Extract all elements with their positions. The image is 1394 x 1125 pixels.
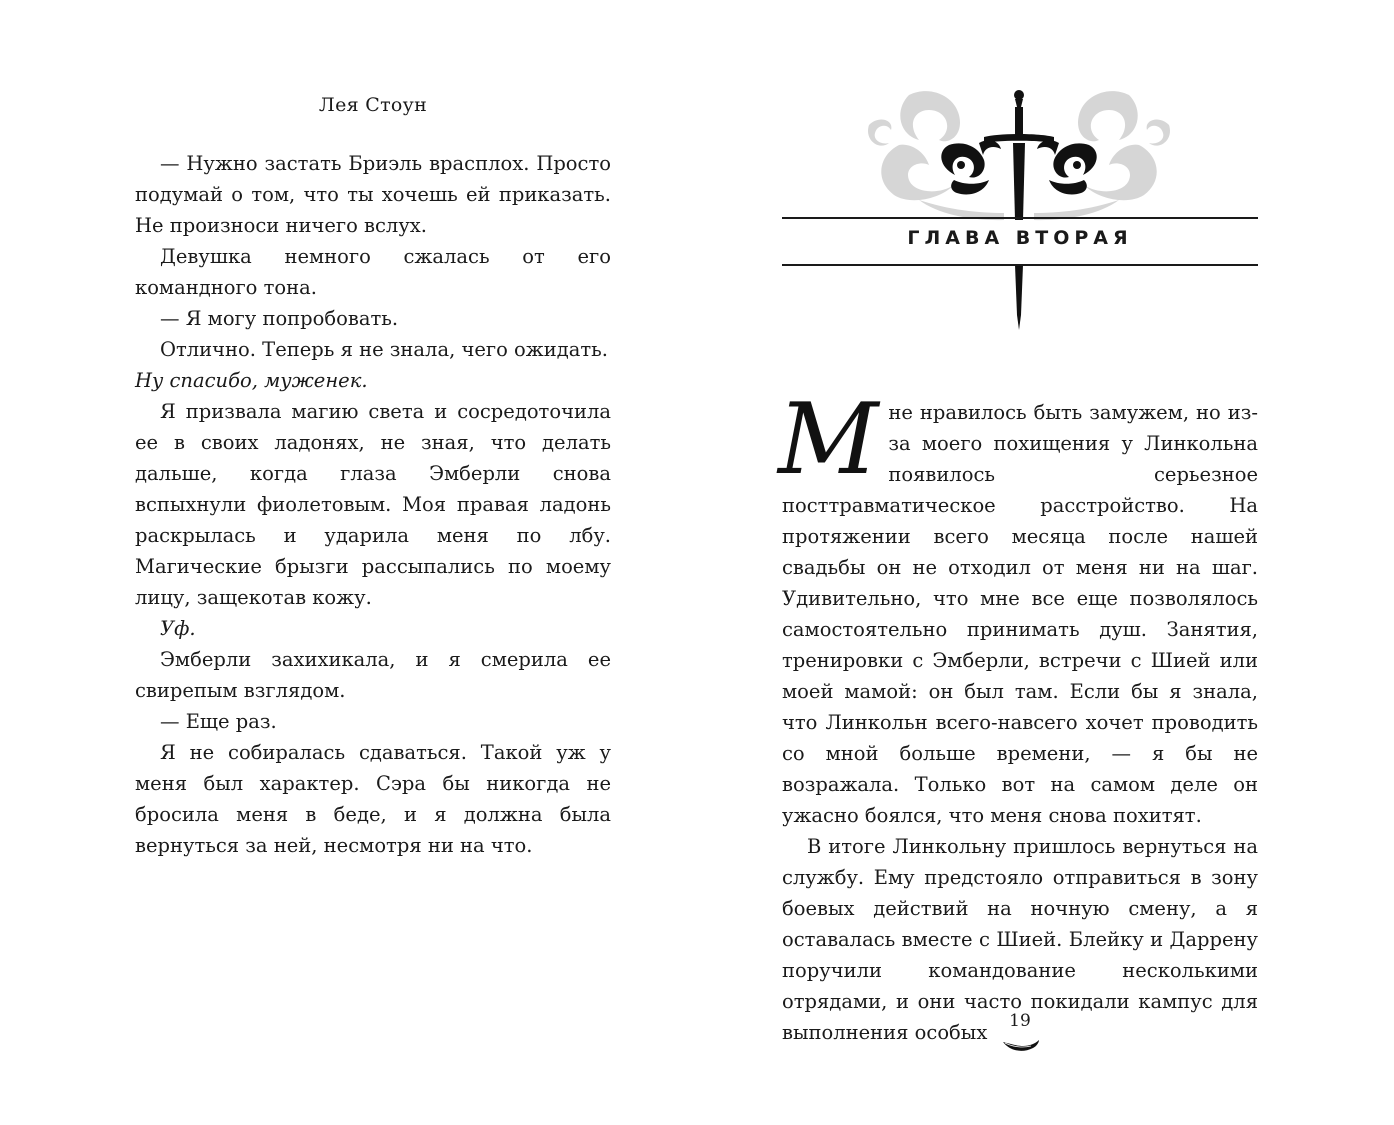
paragraph: Я не собиралась сдаваться. Такой уж у меня был характер. Сэра бы никогда не бросила меня в беде, и я должна была вернуться за ней, несмотря ни на что.: [135, 741, 611, 857]
sword-with-filigree-icon: [779, 85, 1259, 335]
left-text-block: [135, 148, 611, 861]
italic-paragraph: Ну спасибо, муженек.: [135, 369, 368, 392]
first-paragraph-text: не нравилось быть замужем, но из-за моего похищения у Линкольна появилось серьезное посттравматическое расстройство. На протяжении всего месяца после нашей свадьбы он не отходил от меня ни на шаг. Удивительно, что мне все еще позволялось самостоятельно принимать душ. Занятия, тренировки с Эмберли, встречи с Шией или моей мамой: он был там. Если бы я знала, что Линкольн всего-навсего хочет проводить со мной больше времени, — я бы не возражала. Только вот на самом деле он ужасно боялся, что меня снова похитят.: [782, 401, 1258, 827]
first-paragraph: [778, 383, 1258, 831]
paragraph: — Еще раз.: [160, 710, 277, 733]
paragraph: Я призвала магию света и сосредоточила ее в своих ладонях, не зная, что делать дальше, когда глаза Эмберли снова вспыхнули фиолетовым. Моя правая ладонь раскрылась и ударила меня по лбу. Магические брызги рассыпались по моему лицу, защекотав кожу.: [135, 400, 611, 609]
paragraph: Отлично. Теперь я не знала, чего ожидать.: [160, 338, 608, 361]
italic-paragraph: Уф.: [160, 617, 196, 640]
chapter-rule-top: [782, 217, 1258, 219]
right-page: [697, 0, 1394, 1125]
paragraph: Девушка немного сжалась от его командного тона.: [135, 245, 611, 299]
paragraph: — Нужно застать Бриэль врасплох. Просто подумай о том, что ты хочешь ей приказать. Не произноси ничего вслух.: [135, 152, 611, 237]
paragraph: Эмберли захихикала, и я смерила ее свирепым взглядом.: [135, 648, 611, 702]
paragraph: В итоге Линкольну пришлось вернуться на службу. Ему предстояло отправиться в зону боевых действий на ночную смену, а я оставалась вместе с Шией. Блейку и Даррену поручили командование несколькими отрядами, и они часто покидали кампус для выполнения особых: [782, 835, 1258, 1044]
running-head: Лея Стоун: [318, 94, 428, 116]
chapter-title: ГЛАВА ВТОРАЯ: [907, 227, 1133, 249]
feather-icon: [1001, 1034, 1041, 1058]
paragraph: — Я могу попробовать.: [160, 307, 399, 330]
chapter-rule-bottom: [782, 264, 1258, 266]
drop-cap: M: [778, 383, 879, 497]
page-number: 19: [1009, 1011, 1031, 1031]
right-text-block: [778, 383, 1258, 1048]
